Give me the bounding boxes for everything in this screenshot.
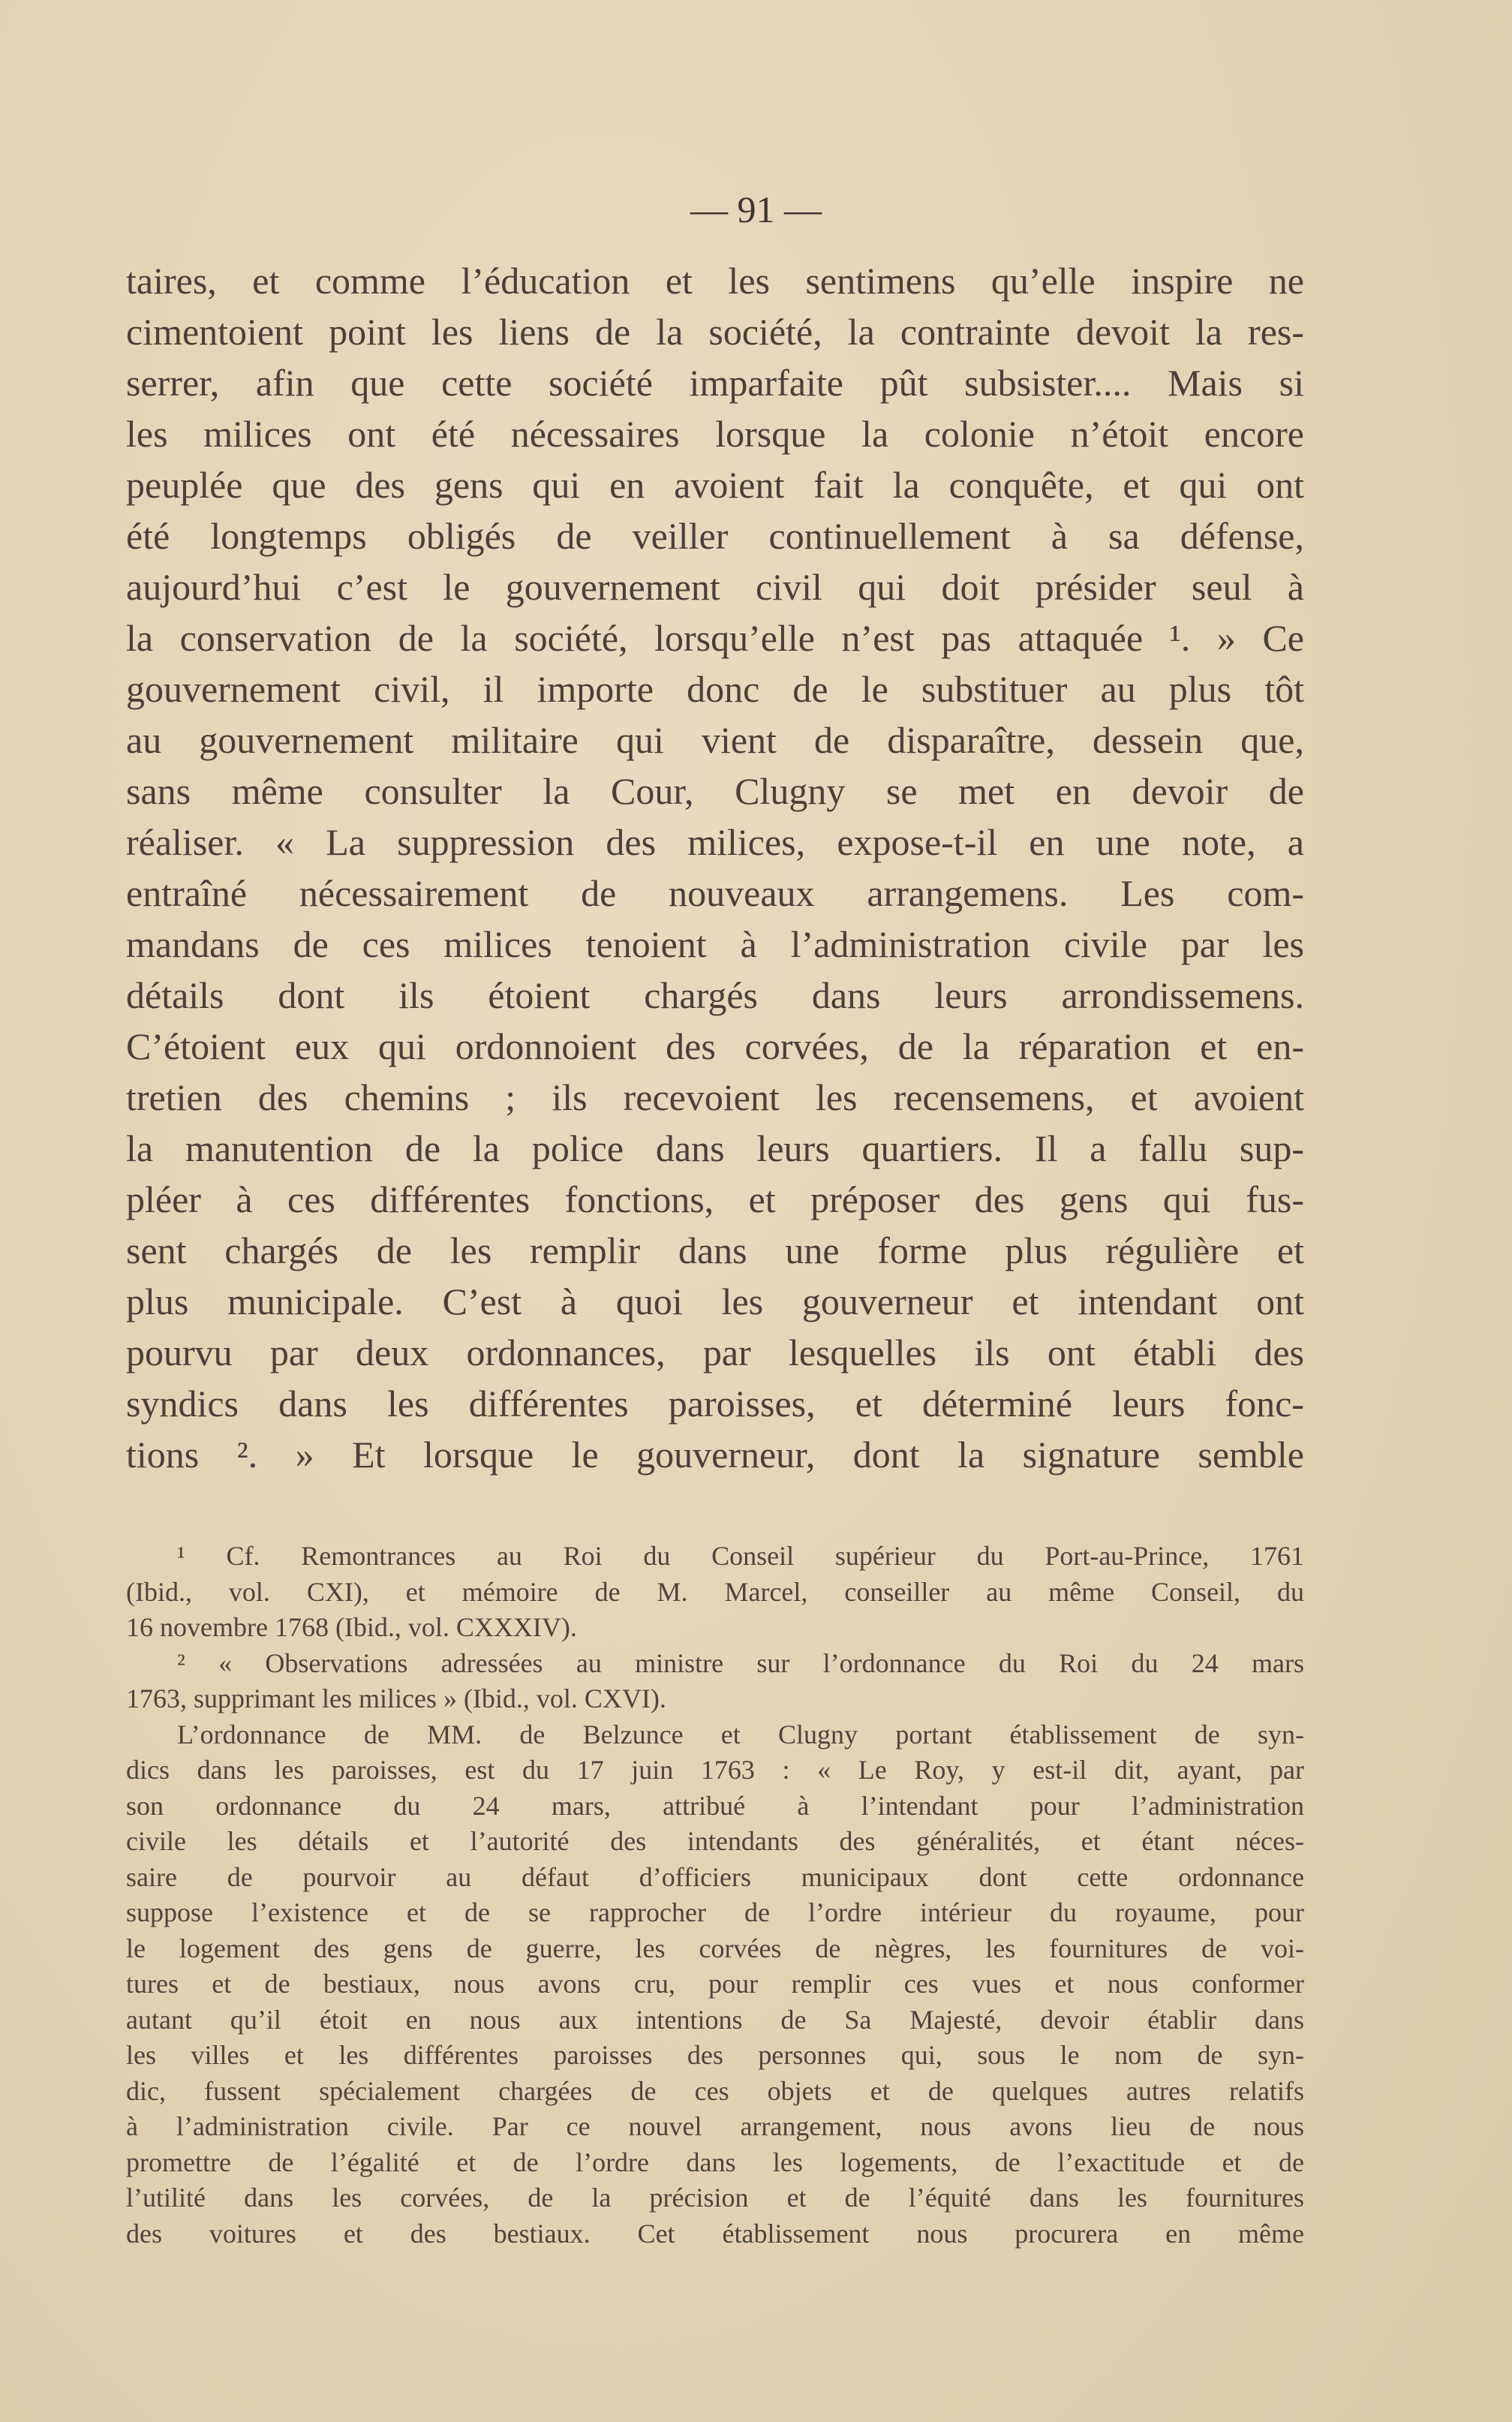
footnote-line: des voitures et des bestiaux. Cet établissement nous procurera en même <box>126 2218 1304 2249</box>
body-line: tions ². » Et lorsque le gouverneur, dont la signature semble <box>126 1434 1304 1476</box>
footnotes <box>126 1539 1304 2252</box>
body-line: gouvernement civil, il importe donc de le substituer au plus tôt <box>126 668 1304 710</box>
body-line: taires, et comme l’éducation et les sentimens qu’elle inspire ne <box>126 260 1304 302</box>
body-line: été longtemps obligés de veiller continuellement à sa défense, <box>126 515 1304 557</box>
body-line: les milices ont été nécessaires lorsque la colonie n’étoit encore <box>126 413 1304 455</box>
footnote-line: l’utilité dans les corvées, de la précision et de l’équité dans les fournitures <box>126 2183 1304 2213</box>
footnote-line: promettre de l’égalité et de l’ordre dans les logements, de l’exactitude et de <box>126 2147 1304 2177</box>
footnote-line: dics dans les paroisses, est du 17 juin 1763 : « Le Roy, y est-il dit, ayant, par <box>126 1755 1304 1785</box>
footnote-line: 1763, supprimant les milices » (Ibid., vol. CXVI). <box>126 1683 666 1713</box>
body-line: réaliser. « La suppression des milices, expose-t-il en une note, a <box>126 821 1304 863</box>
body-line: au gouvernement militaire qui vient de disparaître, dessein que, <box>126 719 1304 761</box>
body-line: détails dont ils étoient chargés dans leurs arrondissemens. <box>126 974 1304 1016</box>
footnote-line: L’ordonnance de MM. de Belzunce et Clugny portant établissement de syn- <box>177 1719 1304 1750</box>
footnote-line: son ordonnance du 24 mars, attribué à l’intendant pour l’administration <box>126 1790 1304 1821</box>
footnote-line: civile les détails et l’autorité des intendants des généralités, et étant néces- <box>126 1826 1304 1856</box>
body-line: plus municipale. C’est à quoi les gouverneur et intendant ont <box>126 1280 1304 1322</box>
body-line: serrer, afin que cette société imparfaite pût subsister.... Mais si <box>126 362 1304 404</box>
footnote-line: saire de pourvoir au défaut d’officiers municipaux dont cette ordonnance <box>126 1861 1304 1892</box>
body-line: entraîné nécessairement de nouveaux arrangemens. Les com- <box>126 872 1304 914</box>
footnote-line: suppose l’existence et de se rapprocher de l’ordre intérieur du royaume, pour <box>126 1897 1304 1927</box>
body-line: aujourd’hui c’est le gouvernement civil qui doit présider seul à <box>126 566 1304 608</box>
body-line: C’étoient eux qui ordonnoient des corvées, de la réparation et en- <box>126 1025 1304 1067</box>
body-line: pléer à ces différentes fonctions, et préposer des gens qui fus- <box>126 1178 1304 1220</box>
body-line: sent chargés de les remplir dans une forme plus régulière et <box>126 1229 1304 1271</box>
body-line: sans même consulter la Cour, Clugny se met en devoir de <box>126 770 1304 812</box>
footnote-line: à l’administration civile. Par ce nouvel arrangement, nous avons lieu de nous <box>126 2111 1304 2141</box>
body-line: la conservation de la société, lorsqu’elle n’est pas attaquée ¹. » Ce <box>126 617 1304 659</box>
footnote-line: 16 novembre 1768 (Ibid., vol. CXXXIV). <box>126 1612 577 1642</box>
body-line: cimentoient point les liens de la société, la contrainte devoit la res- <box>126 311 1304 353</box>
body-line: peuplée que des gens qui en avoient fait la conquête, et qui ont <box>126 464 1304 506</box>
body-line: la manutention de la police dans leurs quartiers. Il a fallu sup- <box>126 1127 1304 1169</box>
body-line: pourvu par deux ordonnances, par lesquelles ils ont établi des <box>126 1331 1304 1373</box>
footnote-line: dic, fussent spécialement chargées de ces objets et de quelques autres relatifs <box>126 2075 1304 2106</box>
footnote-line: ¹ Cf. Remontrances au Roi du Conseil supérieur du Port-au-Prince, 1761 <box>177 1541 1304 1571</box>
body-text <box>126 255 1304 1480</box>
footnote-line: tures et de bestiaux, nous avons cru, pour remplir ces vues et nous conformer <box>126 1969 1304 1999</box>
footnote-line: les villes et les différentes paroisses des personnes qui, sous le nom de syn- <box>126 2040 1304 2070</box>
footnote-line: autant qu’il étoit en nous aux intentions de Sa Majesté, devoir établir dans <box>126 2004 1304 2035</box>
body-line: mandans de ces milices tenoient à l’administration civile par les <box>126 923 1304 965</box>
footnote-line: (Ibid., vol. CXI), et mémoire de M. Marcel, conseiller au même Conseil, du <box>126 1576 1304 1607</box>
body-line: syndics dans les différentes paroisses, et déterminé leurs fonc- <box>126 1382 1304 1425</box>
body-line: tretien des chemins ; ils recevoient les recensemens, et avoient <box>126 1076 1304 1118</box>
page-number: — 91 — <box>690 188 822 230</box>
footnote-line: le logement des gens de guerre, les corvées de nègres, les fournitures de voi- <box>126 1933 1304 1963</box>
footnote-line: ² « Observations adressées au ministre sur l’ordonnance du Roi du 24 mars <box>177 1647 1304 1678</box>
